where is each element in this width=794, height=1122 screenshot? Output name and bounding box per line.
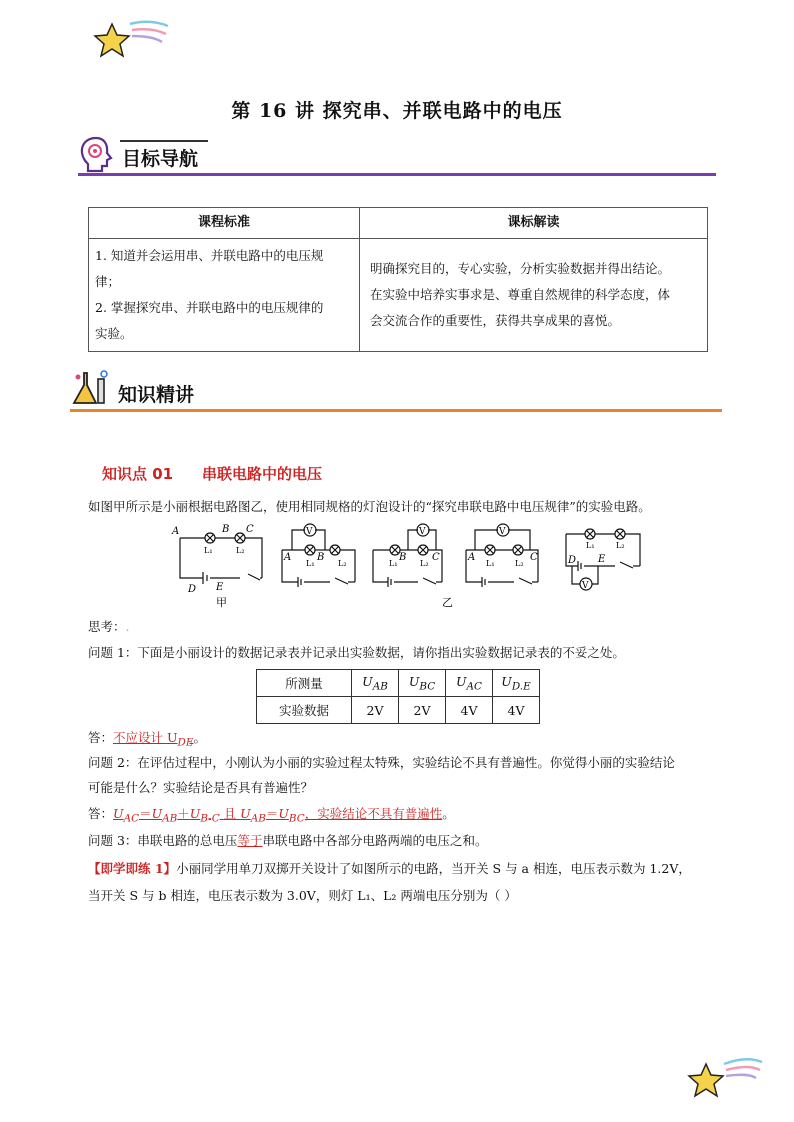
- text-line: 1. 知道并会运用串、并联电路中的电压规: [95, 248, 324, 263]
- lamp-label: L₁: [586, 541, 595, 550]
- text-line: 在实验中培养实事求是、尊重自然规律的科学态度，体: [370, 287, 671, 302]
- circuit-diagram-figure: [170, 520, 650, 612]
- lamp-label: L₁: [389, 559, 398, 568]
- lamp-label: L₂: [236, 546, 245, 555]
- answer-prefix: 答：: [88, 730, 114, 745]
- point-label: A: [284, 552, 292, 563]
- text-line: 律；: [95, 274, 121, 289]
- and-word: 且: [223, 806, 241, 821]
- text-line: 2. 掌握探究串、并联电路中的电压规律的: [95, 300, 324, 315]
- section-title-knowledge: 知识精讲: [118, 384, 195, 406]
- think-dot: .: [125, 619, 130, 634]
- point-label: E: [216, 582, 224, 593]
- question-prefix: 问题 3：串联电路的总电压: [88, 833, 238, 848]
- knowledge-point-label: 知识点 01: [102, 465, 174, 483]
- lamp-label: L₂: [515, 559, 524, 568]
- point-label: C: [530, 552, 538, 563]
- point-label: A: [172, 526, 180, 537]
- table-cell: [446, 670, 493, 697]
- plus: ＋: [177, 806, 190, 821]
- subscript: BC: [419, 680, 436, 693]
- subscript: AC: [466, 680, 483, 693]
- point-label: D: [188, 584, 197, 595]
- subscript: AB: [372, 680, 388, 693]
- answer-prefix: 答：: [88, 806, 114, 821]
- voltmeter-label: V: [582, 581, 589, 591]
- lamp-label: L₂: [420, 559, 429, 568]
- subscript: D.E: [511, 680, 531, 693]
- symbol: U: [408, 673, 420, 689]
- symbol: U: [278, 806, 289, 821]
- answer-end: 。: [442, 806, 455, 821]
- practice-text: 小丽同学用单刀双掷开关设计了如图所示的电路，当开关 S 与 a 相连，电压表示数为 1.2V，: [176, 861, 691, 876]
- symbol: U: [113, 806, 124, 821]
- table-cell: 4V: [446, 697, 493, 724]
- question-2-line2: 可能是什么？实验结论是否具有普遍性？: [88, 780, 314, 795]
- question-suffix: 串联电路中各部分电路两端的电压之和。: [262, 833, 488, 848]
- think-label: [88, 617, 130, 637]
- symbol: U: [151, 806, 163, 821]
- lamp-label: L₁: [306, 559, 315, 568]
- voltmeter-label: V: [306, 527, 313, 537]
- lamp-label: L₁: [204, 546, 213, 555]
- symbol: U: [501, 673, 512, 689]
- practice-tag: 【即学即练 1】: [88, 861, 177, 876]
- lab-flask-icon: [70, 369, 112, 409]
- question-2-line1: 问题 2：在评估过程中，小刚认为小丽的实验过程太特殊，实验结论不具有普遍性。你觉得小丽的实验结论: [88, 755, 675, 770]
- table-cell: 2V: [399, 697, 446, 724]
- text-line: 明确探究目的，专心实验，分析实验数据并得出结论。: [370, 261, 671, 276]
- point-label: C: [432, 552, 440, 563]
- section-divider: [78, 173, 716, 176]
- table-header: 课标解读: [360, 208, 708, 239]
- interpretation-cell: [360, 239, 708, 352]
- equals: ＝: [265, 806, 279, 821]
- point-label: C: [246, 524, 254, 535]
- symbol: U: [189, 806, 201, 821]
- symbol: U: [455, 673, 467, 689]
- text-line: 会交流合作的重要性，获得共享成果的喜悦。: [370, 313, 621, 328]
- point-label: D: [568, 555, 577, 566]
- practice-line2: 当开关 S 与 b 相连，电压表示数为 3.0V，则灯 L₁、L₂ 两端电压分别为（ ）: [88, 888, 517, 903]
- data-record-table: [256, 669, 540, 724]
- section-divider: [70, 409, 722, 412]
- symbol: U: [240, 806, 251, 821]
- table-cell: 所测量: [257, 670, 352, 697]
- table-cell: [352, 670, 399, 697]
- answer-suffix: 。: [193, 730, 206, 745]
- equals: ＝: [139, 806, 152, 821]
- point-label: E: [598, 554, 606, 565]
- answer-formula: [113, 806, 443, 825]
- brain-head-icon: [78, 135, 114, 173]
- subscript: AC: [123, 812, 140, 825]
- answer-main: 不应设计 U: [113, 730, 178, 745]
- answer-2: [88, 804, 455, 829]
- page-title: 第 16 讲 探究串、并联电路中的电压: [231, 100, 563, 122]
- figure-label-jia: 甲: [216, 596, 227, 609]
- knowledge-point-name: 串联电路中的电压: [202, 465, 323, 483]
- table-cell: [493, 670, 540, 697]
- lamp-label: L₂: [338, 559, 347, 568]
- subscript: AB: [250, 812, 266, 825]
- table-cell: [399, 670, 446, 697]
- voltmeter-label: V: [419, 527, 426, 537]
- subscript: DE: [177, 736, 194, 749]
- point-label: B: [222, 524, 230, 535]
- standards-cell: [89, 239, 360, 352]
- lamp-label: L₁: [486, 559, 495, 568]
- question-answer: 等于: [237, 833, 263, 848]
- table-cell: 4V: [493, 697, 540, 724]
- answer-tail: ，实验结论不具有普遍性: [304, 806, 443, 821]
- answer-1: [88, 728, 206, 753]
- voltmeter-label: V: [499, 527, 506, 537]
- point-label: A: [468, 552, 476, 563]
- lamp-label: L₂: [616, 541, 625, 550]
- question-3: [88, 831, 487, 851]
- table-cell: 2V: [352, 697, 399, 724]
- think-text: 思考：: [88, 619, 126, 634]
- practice-line1: [88, 859, 691, 879]
- point-label: B: [317, 552, 325, 563]
- symbol: U: [362, 673, 373, 689]
- circuit-jia: [180, 533, 262, 584]
- star-decoration-icon: [90, 14, 170, 62]
- question-1: 问题 1：下面是小丽设计的数据记录表并记录出实验数据，请你指出实验数据记录表的不妥之处。: [88, 645, 625, 660]
- intro-paragraph: 如图甲所示是小丽根据电路图乙，使用相同规格的灯泡设计的“探究串联电路中电压规律”的实验电路。: [88, 499, 651, 514]
- point-label: B: [399, 552, 407, 563]
- star-decoration-icon: [686, 1052, 766, 1100]
- subscript: B-C: [200, 812, 220, 825]
- section-title-overline: [120, 140, 208, 142]
- section-title-goal: 目标导航: [122, 148, 199, 170]
- text-line: 实验。: [95, 326, 133, 341]
- figure-label-yi: 乙: [442, 596, 453, 609]
- table-cell: 实验数据: [257, 697, 352, 724]
- subscript: AB: [162, 812, 178, 825]
- standards-table: [88, 207, 708, 352]
- subscript: BC: [288, 812, 305, 825]
- table-header: 课程标准: [89, 208, 360, 239]
- answer-text: [113, 730, 194, 749]
